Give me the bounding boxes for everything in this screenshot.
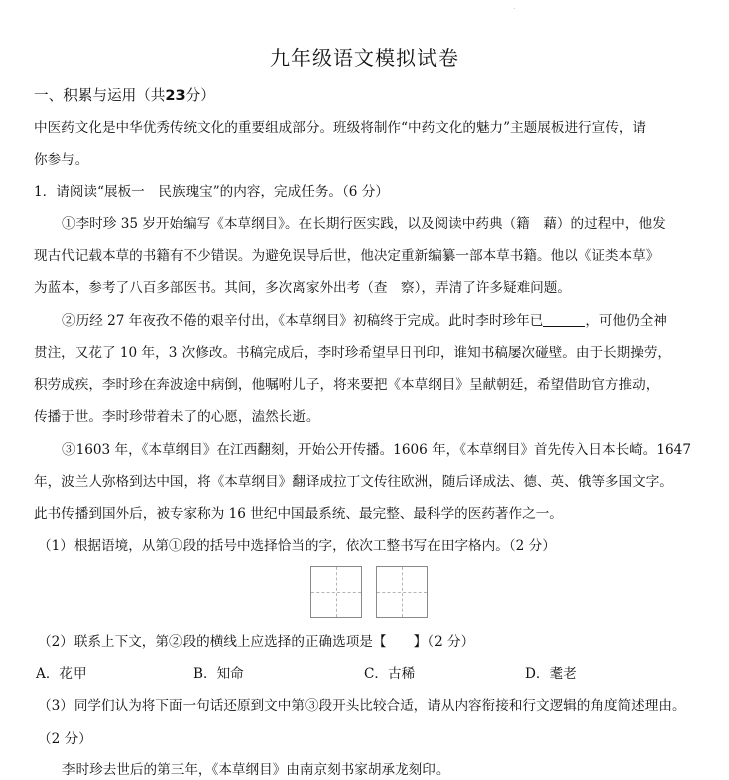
quoted-sentence-partial: 李时珍去世后的第三年，《本草纲目》由南京刻书家胡承龙刻印。 bbox=[62, 762, 450, 778]
question-1: 1．请阅读“展板一 民族瑰宝”的内容，完成任务。（6 分） bbox=[34, 184, 389, 200]
paragraph-2-text-a: ②历经 27 年夜孜不倦的艰辛付出，《本草纲目》初稿终于完成。此时李时珍年已 bbox=[62, 313, 544, 329]
paragraph-2-line-1 bbox=[62, 311, 709, 331]
sub-question-3-line-2: （2 分） bbox=[38, 731, 92, 747]
page-title: 九年级语文模拟试卷 bbox=[270, 46, 459, 70]
tian-grid-box-1[interactable] bbox=[310, 566, 362, 618]
scan-speck bbox=[514, 8, 515, 9]
section-prefix: 一、积累与运用（共 bbox=[34, 87, 166, 104]
section-score: 23 bbox=[165, 87, 186, 104]
paragraph-1-line-1: ①李时珍 35 岁开始编写《本草纲目》。在长期行医实践，以及阅读中药典（籍 藉）的过程中，他发 bbox=[62, 216, 666, 232]
sub-question-2: （2）联系上下文，第②段的横线上应选择的正确选项是【 】（2 分） bbox=[38, 634, 475, 650]
sub-question-3-line-1: （3）同学们认为将下面一句话还原到文中第③段开头比较合适，请从内容衔接和行文逻辑的角度简述理由。 bbox=[38, 698, 686, 714]
paragraph-3-line-3: 此书传播到国外后，被专家称为 16 世纪中国最系统、最完整、最科学的医药著作之一。 bbox=[34, 506, 563, 522]
option-c: C．古稀 bbox=[364, 666, 416, 682]
tian-grid-box-2[interactable] bbox=[376, 566, 428, 618]
paragraph-2-text-b: ，可他仍全神 bbox=[585, 313, 667, 329]
paragraph-2-line-4: 传播于世。李时珍带着未了的心愿，溘然长逝。 bbox=[34, 409, 320, 425]
paragraph-3-line-2: 年，波兰人弥格到达中国，将《本草纲目》翻译成拉丁文传往欧洲，随后译成法、德、英、俄等多国文字。 bbox=[34, 474, 673, 490]
option-d: D．耄老 bbox=[525, 666, 577, 682]
option-b: B．知命 bbox=[193, 666, 244, 682]
paragraph-2-line-3: 积劳成疾，李时珍在奔波途中病倒，他嘱咐儿子，将来要把《本草纲目》呈献朝廷，希望借助官方推动， bbox=[34, 377, 660, 393]
intro-line-2: 你参与。 bbox=[34, 152, 89, 168]
grid-v-guide bbox=[402, 567, 403, 617]
section-heading bbox=[34, 86, 709, 106]
paragraph-1-line-2: 现古代记载本草的书籍有不少错误。为避免误导后世，他决定重新编纂一部本草书籍。他以《证类本草》 bbox=[34, 248, 660, 264]
paragraph-3-line-1: ③1603 年，《本草纲目》在江西翻刻，开始公开传播。1606 年，《本草纲目》首先传入日本长崎。1647 bbox=[62, 442, 691, 458]
paragraph-2-line-2: 贯注，又花了 10 年，3 次修改。书稿完成后，李时珍希望早日刊印，谁知书稿屡次碰壁。由于长期操劳， bbox=[34, 345, 672, 361]
option-a: A．花甲 bbox=[36, 666, 87, 682]
section-suffix: 分） bbox=[185, 87, 215, 104]
fill-blank bbox=[543, 312, 585, 327]
grid-v-guide bbox=[336, 567, 337, 617]
sub-question-1: （1）根据语境，从第①段的括号中选择恰当的字，依次工整书写在田字格内。（2 分） bbox=[38, 538, 556, 554]
intro-line-1: 中医药文化是中华优秀传统文化的重要组成部分。班级将制作“中药文化的魅力”主题展板进行宣传，请 bbox=[34, 120, 647, 136]
paragraph-1-line-3: 为蓝本，参考了八百多部医书。其间，多次离家外出考（查 察），弄清了许多疑难问题。 bbox=[34, 280, 571, 296]
